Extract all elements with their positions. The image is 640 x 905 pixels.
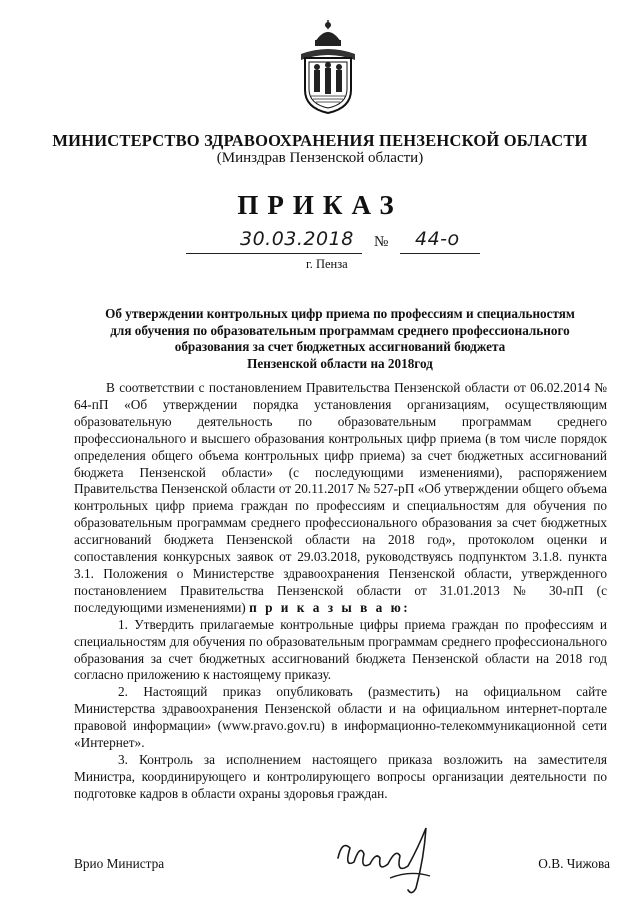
signatory-name: О.В. Чижова (538, 856, 610, 871)
ministry-name: МИНИСТЕРСТВО ЗДРАВООХРАНЕНИЯ ПЕНЗЕНСКОЙ ОБЛАСТИ (52, 131, 588, 150)
order-item-3: 3. Контроль за исполнением настоящего приказа возложить на заместителя Министра, координирующего и контролирующего вопросы организации деятельности по подготовке кадров в области охраны здоровья граждан. (74, 751, 607, 801)
signatory-title: Врио Министра (74, 856, 165, 871)
subject-line: для обучения по образовательным программам среднего профессионального (110, 322, 570, 338)
preamble-text: В соответствии с постановлением Правительства Пензенской области от 06.02.2014 № 64-пП «Об утверждении порядка установления организациям, осуществляющим образовательную деятельность по образовательным программам среднего профессионального и высшего образования контрольных цифр приема (в том числе порядок определения общего объема контрольных цифр приема) за счет бюджетных ассигнований бюджета Пензенской области» (с последующими изменениями), распоряжением Правительства Пензенской области от 20.11.2017 № 527-рП «Об утверждении общего объема контрольных цифр приема граждан по профессиям и специальностям для обучения по образовательным программам среднего профессионального образования за счет бюджетных ассигнований бюджета Пензенской области на 2018 год», протоколом оценки и сопоставления конкурсных заявок от 29.03.2018, руководствуясь подпунктом 3.1.8. пункта 3.1. Положения о Министерстве здравоохранения Пензенской области, утвержденного постановлением Правительства Пензенской области от 31.01.2013 № 30-пП (с последующими изменениями) (74, 380, 607, 615)
penza-coat-of-arms-icon (297, 20, 359, 114)
preamble-paragraph (74, 380, 607, 617)
number-underline (400, 253, 480, 254)
number-sign: № (374, 234, 389, 250)
order-title: ПРИКАЗ (237, 190, 403, 220)
ministry-short-name: (Минздрав Пензенской области) (216, 150, 424, 166)
subject-line: образования за счет бюджетных ассигнований бюджета (174, 339, 506, 354)
order-date: 30.03.2018 (240, 228, 354, 250)
subject-line: Пензенской области на 2018год (247, 355, 433, 371)
order-word: п р и к а з ы в а ю: (249, 599, 411, 615)
order-item-1: 1. Утвердить прилагаемые контрольные цифры приема граждан по профессиям и специальностям для обучения по образовательным программам среднего профессионального образования за счет бюджетных ассигнований бюджета Пензенской области на 2018 год согласно приложению к настоящему приказу. (74, 616, 607, 683)
handwritten-signature-icon (330, 818, 440, 898)
order-city: г. Пенза (306, 257, 348, 271)
subject-line: Об утверждении контрольных цифр приема по профессиям и специальностям (105, 306, 575, 321)
order-item-2: 2. Настоящий приказ опубликовать (разместить) на официальном сайте Министерства здравоохранения Пензенской области и на официальном интернет-портале правовой информации» (www.pravo.gov.ru) в информационно-телекоммуникационной сети «Интернет». (74, 684, 607, 751)
order-body (74, 380, 607, 803)
date-underline (186, 253, 362, 254)
order-subject (70, 306, 610, 372)
order-number: 44-о (415, 228, 460, 250)
